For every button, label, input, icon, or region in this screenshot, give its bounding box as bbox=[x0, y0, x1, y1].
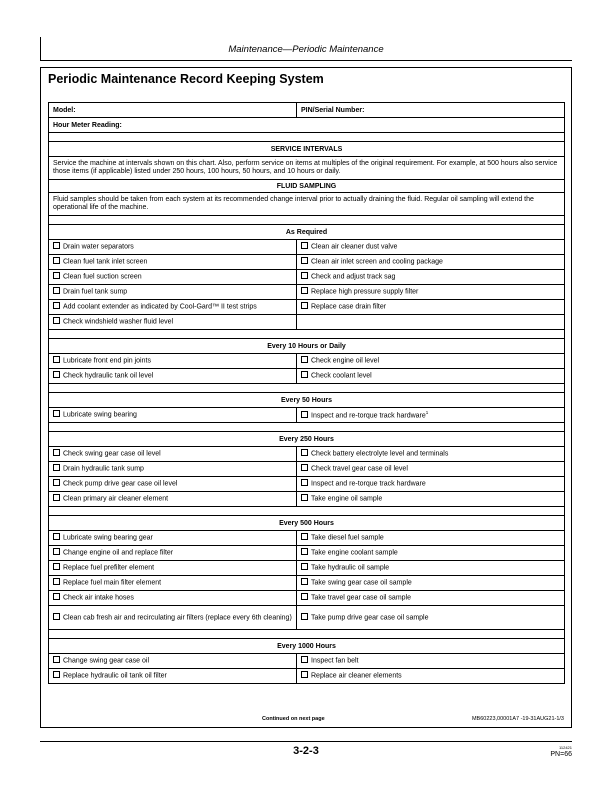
checkbox[interactable] bbox=[301, 593, 308, 600]
spacer-cell bbox=[49, 330, 565, 339]
checklist-cell bbox=[297, 462, 565, 477]
checklist-label: Drain water separators bbox=[63, 243, 134, 251]
model-field[interactable]: Model: bbox=[49, 103, 297, 118]
checklist-cell bbox=[297, 447, 565, 462]
checklist-cell bbox=[297, 408, 565, 423]
checklist-label: Check air intake hoses bbox=[63, 594, 134, 602]
checklist-cell bbox=[297, 669, 565, 684]
checklist-row bbox=[49, 591, 565, 606]
checklist-label: Take engine coolant sample bbox=[311, 549, 398, 557]
checklist-cell bbox=[49, 492, 297, 507]
checklist-cell bbox=[49, 369, 297, 384]
checkbox[interactable] bbox=[53, 242, 60, 249]
checklist-cell bbox=[49, 606, 297, 630]
document-title: Periodic Maintenance Record Keeping System bbox=[48, 72, 324, 86]
checkbox[interactable] bbox=[53, 371, 60, 378]
checkbox[interactable] bbox=[53, 302, 60, 309]
checklist-label: Check battery electrolyte level and terminals bbox=[311, 450, 449, 458]
hour-meter-row bbox=[49, 118, 565, 133]
section-heading-every-1000: Every 1000 Hours bbox=[49, 639, 565, 654]
spacer-row bbox=[49, 507, 565, 516]
checklist-cell bbox=[49, 285, 297, 300]
spacer-cell bbox=[49, 384, 565, 393]
small-code: 112421 bbox=[558, 745, 572, 750]
checklist-row bbox=[49, 315, 565, 330]
checkbox[interactable] bbox=[53, 272, 60, 279]
checkbox[interactable] bbox=[301, 242, 308, 249]
checklist-cell bbox=[297, 576, 565, 591]
checklist-label: Take engine oil sample bbox=[311, 495, 383, 503]
section-heading-as-required: As Required bbox=[49, 225, 565, 240]
checklist-cell bbox=[49, 477, 297, 492]
spacer-cell bbox=[49, 423, 565, 432]
section-heading-row bbox=[49, 339, 565, 354]
checklist-cell bbox=[297, 255, 565, 270]
checklist-label: Check travel gear case oil level bbox=[311, 465, 408, 473]
checkbox[interactable] bbox=[301, 272, 308, 279]
checklist-cell bbox=[49, 447, 297, 462]
checklist-cell bbox=[49, 669, 297, 684]
checklist-label: Lubricate swing bearing gear bbox=[63, 534, 153, 542]
checklist-label: Replace high pressure supply filter bbox=[311, 288, 419, 296]
running-header: Maintenance—Periodic Maintenance bbox=[228, 44, 384, 55]
section-heading-row bbox=[49, 393, 565, 408]
checklist-cell bbox=[297, 654, 565, 669]
document-code: MB60223,00001A7 -19-31AUG21-1/3 bbox=[471, 716, 564, 722]
checkbox[interactable] bbox=[301, 533, 308, 540]
checklist-cell bbox=[49, 546, 297, 561]
checkbox[interactable] bbox=[53, 593, 60, 600]
fluid-sampling-heading: FLUID SAMPLING bbox=[49, 180, 565, 193]
checklist-label: Clean cab fresh air and recirculating air filters (replace every 6th cleaning) bbox=[63, 614, 292, 622]
hour-meter-field[interactable]: Hour Meter Reading: bbox=[49, 118, 565, 133]
maintenance-record-table bbox=[48, 102, 565, 684]
checkbox[interactable] bbox=[301, 494, 308, 501]
checklist-label: Inspect and re-torque track hardware bbox=[311, 412, 426, 420]
checklist-row bbox=[49, 654, 565, 669]
checklist-row bbox=[49, 462, 565, 477]
checklist-cell bbox=[297, 546, 565, 561]
checklist-cell bbox=[297, 591, 565, 606]
checklist-cell bbox=[297, 606, 565, 630]
pn-number: PN=66 bbox=[550, 751, 572, 758]
checklist-cell bbox=[49, 654, 297, 669]
service-intervals-heading-row bbox=[49, 142, 565, 157]
section-heading-row bbox=[49, 639, 565, 654]
checklist-cell bbox=[297, 315, 565, 330]
checklist-cell bbox=[49, 531, 297, 546]
section-heading-row bbox=[49, 516, 565, 531]
section-heading-row bbox=[49, 225, 565, 240]
checklist-label: Clean fuel suction screen bbox=[63, 273, 142, 281]
checkbox[interactable] bbox=[301, 671, 308, 678]
checklist-label: Take diesel fuel sample bbox=[311, 534, 384, 542]
checklist-label: Replace fuel main filter element bbox=[63, 579, 162, 587]
checklist-label: Take swing gear case oil sample bbox=[311, 579, 412, 587]
checkbox[interactable] bbox=[53, 671, 60, 678]
checkbox[interactable] bbox=[53, 656, 60, 663]
checklist-label: Check hydraulic tank oil level bbox=[63, 372, 154, 380]
checklist-cell bbox=[49, 561, 297, 576]
checklist-row bbox=[49, 369, 565, 384]
checklist-label: Take travel gear case oil sample bbox=[311, 594, 411, 602]
checklist-label: Clean air cleaner dust valve bbox=[311, 243, 398, 251]
fluid-sampling-text-row bbox=[49, 193, 565, 216]
service-intervals-text-row bbox=[49, 157, 565, 180]
checkbox[interactable] bbox=[301, 257, 308, 264]
checklist-label: Check swing gear case oil level bbox=[63, 450, 161, 458]
checkbox[interactable] bbox=[53, 257, 60, 264]
checklist-cell bbox=[49, 255, 297, 270]
checklist-row bbox=[49, 240, 565, 255]
checklist-label: Take hydraulic oil sample bbox=[311, 564, 390, 572]
spacer-row bbox=[49, 216, 565, 225]
checklist-cell bbox=[297, 477, 565, 492]
spacer-cell bbox=[49, 216, 565, 225]
checkbox[interactable] bbox=[301, 356, 308, 363]
checkbox[interactable] bbox=[301, 302, 308, 309]
checklist-cell bbox=[49, 300, 297, 315]
checklist-cell bbox=[297, 492, 565, 507]
checklist-cell bbox=[297, 270, 565, 285]
checkbox[interactable] bbox=[301, 613, 308, 620]
checklist-cell bbox=[49, 240, 297, 255]
checkbox[interactable] bbox=[53, 494, 60, 501]
checklist-cell bbox=[297, 240, 565, 255]
checkbox[interactable] bbox=[53, 578, 60, 585]
spacer-row bbox=[49, 330, 565, 339]
section-heading-row bbox=[49, 432, 565, 447]
checkbox[interactable] bbox=[301, 449, 308, 456]
checklist-label: Inspect fan belt bbox=[311, 657, 359, 665]
section-heading-every-50: Every 50 Hours bbox=[49, 393, 565, 408]
checklist-cell bbox=[297, 369, 565, 384]
checklist-label: Replace air cleaner elements bbox=[311, 672, 402, 680]
checklist-cell bbox=[49, 591, 297, 606]
section-heading-every-500: Every 500 Hours bbox=[49, 516, 565, 531]
fluid-sampling-text: Fluid samples should be taken from each system at its recommended change interval prior to actually draining the fluid. Regular oil sampling will extend the operational life of the machine. bbox=[49, 193, 565, 216]
checkbox[interactable] bbox=[53, 613, 60, 620]
checklist-label: Check pump drive gear case oil level bbox=[63, 480, 178, 488]
checkbox[interactable] bbox=[301, 479, 308, 486]
checkbox[interactable] bbox=[301, 548, 308, 555]
checklist-label: Drain fuel tank sump bbox=[63, 288, 128, 296]
checklist-cell bbox=[297, 561, 565, 576]
spacer-row bbox=[49, 423, 565, 432]
section-heading-every-10: Every 10 Hours or Daily bbox=[49, 339, 565, 354]
checklist-cell bbox=[297, 354, 565, 369]
checklist-label: Clean primary air cleaner element bbox=[63, 495, 169, 503]
checklist-label: Add coolant extender as indicated by Cool-Gard™ II test strips bbox=[63, 303, 257, 311]
checklist-cell bbox=[49, 462, 297, 477]
checklist-label: Replace fuel prefilter element bbox=[63, 564, 155, 572]
checklist-label: Check engine oil level bbox=[311, 357, 380, 365]
checkbox[interactable] bbox=[53, 410, 60, 417]
service-intervals-heading: SERVICE INTERVALS bbox=[49, 142, 565, 157]
checklist-row bbox=[49, 546, 565, 561]
checkbox[interactable] bbox=[53, 449, 60, 456]
checklist-row bbox=[49, 270, 565, 285]
checkbox[interactable] bbox=[53, 287, 60, 294]
checklist-row bbox=[49, 606, 565, 630]
checklist-label: Check coolant level bbox=[311, 372, 372, 380]
model-row bbox=[49, 103, 565, 118]
checkbox[interactable] bbox=[301, 371, 308, 378]
checkbox[interactable] bbox=[301, 563, 308, 570]
checklist-row bbox=[49, 285, 565, 300]
checklist-cell bbox=[297, 285, 565, 300]
checklist-label: Check and adjust track sag bbox=[311, 273, 396, 281]
checklist-row bbox=[49, 492, 565, 507]
header-rule bbox=[40, 60, 572, 61]
continued-note: Continued on next page bbox=[262, 716, 325, 722]
checklist-row bbox=[49, 408, 565, 423]
checklist-cell bbox=[49, 270, 297, 285]
spacer-row bbox=[49, 133, 565, 142]
checkbox[interactable] bbox=[53, 356, 60, 363]
checklist-label: Replace hydraulic oil tank oil filter bbox=[63, 672, 167, 680]
spacer-row bbox=[49, 630, 565, 639]
checkbox[interactable] bbox=[301, 578, 308, 585]
checkbox[interactable] bbox=[301, 464, 308, 471]
checklist-cell bbox=[297, 300, 565, 315]
service-intervals-text: Service the machine at intervals shown on this chart. Also, perform service on items at multiples of the original requirement. For example, at 500 hours also service those items (if applicable) listed under 250 hours, 100 hours, 50 hours, and 10 hours or daily. bbox=[49, 157, 565, 180]
checklist-row bbox=[49, 561, 565, 576]
checklist-label: Check windshield washer fluid level bbox=[63, 318, 174, 326]
checklist-label: Inspect and re-torque track hardware bbox=[311, 480, 426, 488]
checklist-row bbox=[49, 354, 565, 369]
checkbox[interactable] bbox=[301, 411, 308, 418]
footnote-mark: 1 bbox=[425, 410, 429, 416]
checkbox[interactable] bbox=[53, 317, 60, 324]
checklist-label: Clean air inlet screen and cooling package bbox=[311, 258, 443, 266]
spacer-cell bbox=[49, 630, 565, 639]
checklist-row bbox=[49, 531, 565, 546]
checklist-row bbox=[49, 447, 565, 462]
checkbox[interactable] bbox=[53, 479, 60, 486]
checkbox[interactable] bbox=[301, 287, 308, 294]
checklist-label: Lubricate front end pin joints bbox=[63, 357, 151, 365]
checklist-cell bbox=[49, 408, 297, 423]
page-number: 3-2-3 bbox=[293, 745, 319, 757]
checklist-cell bbox=[49, 315, 297, 330]
checklist-label: Replace case drain filter bbox=[311, 303, 387, 311]
checkbox[interactable] bbox=[53, 533, 60, 540]
footer-rule bbox=[40, 741, 572, 742]
checklist-cell bbox=[297, 531, 565, 546]
checklist-row bbox=[49, 477, 565, 492]
fluid-sampling-heading-row bbox=[49, 180, 565, 193]
section-heading-every-250: Every 250 Hours bbox=[49, 432, 565, 447]
checklist-cell bbox=[49, 354, 297, 369]
checkbox[interactable] bbox=[53, 563, 60, 570]
checkbox[interactable] bbox=[301, 656, 308, 663]
checklist-label: Change engine oil and replace filter bbox=[63, 549, 174, 557]
spacer-cell bbox=[49, 507, 565, 516]
checklist-row bbox=[49, 669, 565, 684]
pin-field[interactable]: PIN/Serial Number: bbox=[297, 103, 565, 118]
checklist-cell bbox=[49, 576, 297, 591]
checklist-row bbox=[49, 300, 565, 315]
checklist-label: Change swing gear case oil bbox=[63, 657, 149, 665]
checkbox[interactable] bbox=[53, 548, 60, 555]
checklist-label: Take pump drive gear case oil sample bbox=[311, 614, 429, 622]
spacer-row bbox=[49, 384, 565, 393]
checklist-row bbox=[49, 576, 565, 591]
checklist-row bbox=[49, 255, 565, 270]
checklist-label: Clean fuel tank inlet screen bbox=[63, 258, 148, 266]
checklist-label: Drain hydraulic tank sump bbox=[63, 465, 144, 473]
checkbox[interactable] bbox=[53, 464, 60, 471]
checklist-label: Lubricate swing bearing bbox=[63, 411, 137, 419]
